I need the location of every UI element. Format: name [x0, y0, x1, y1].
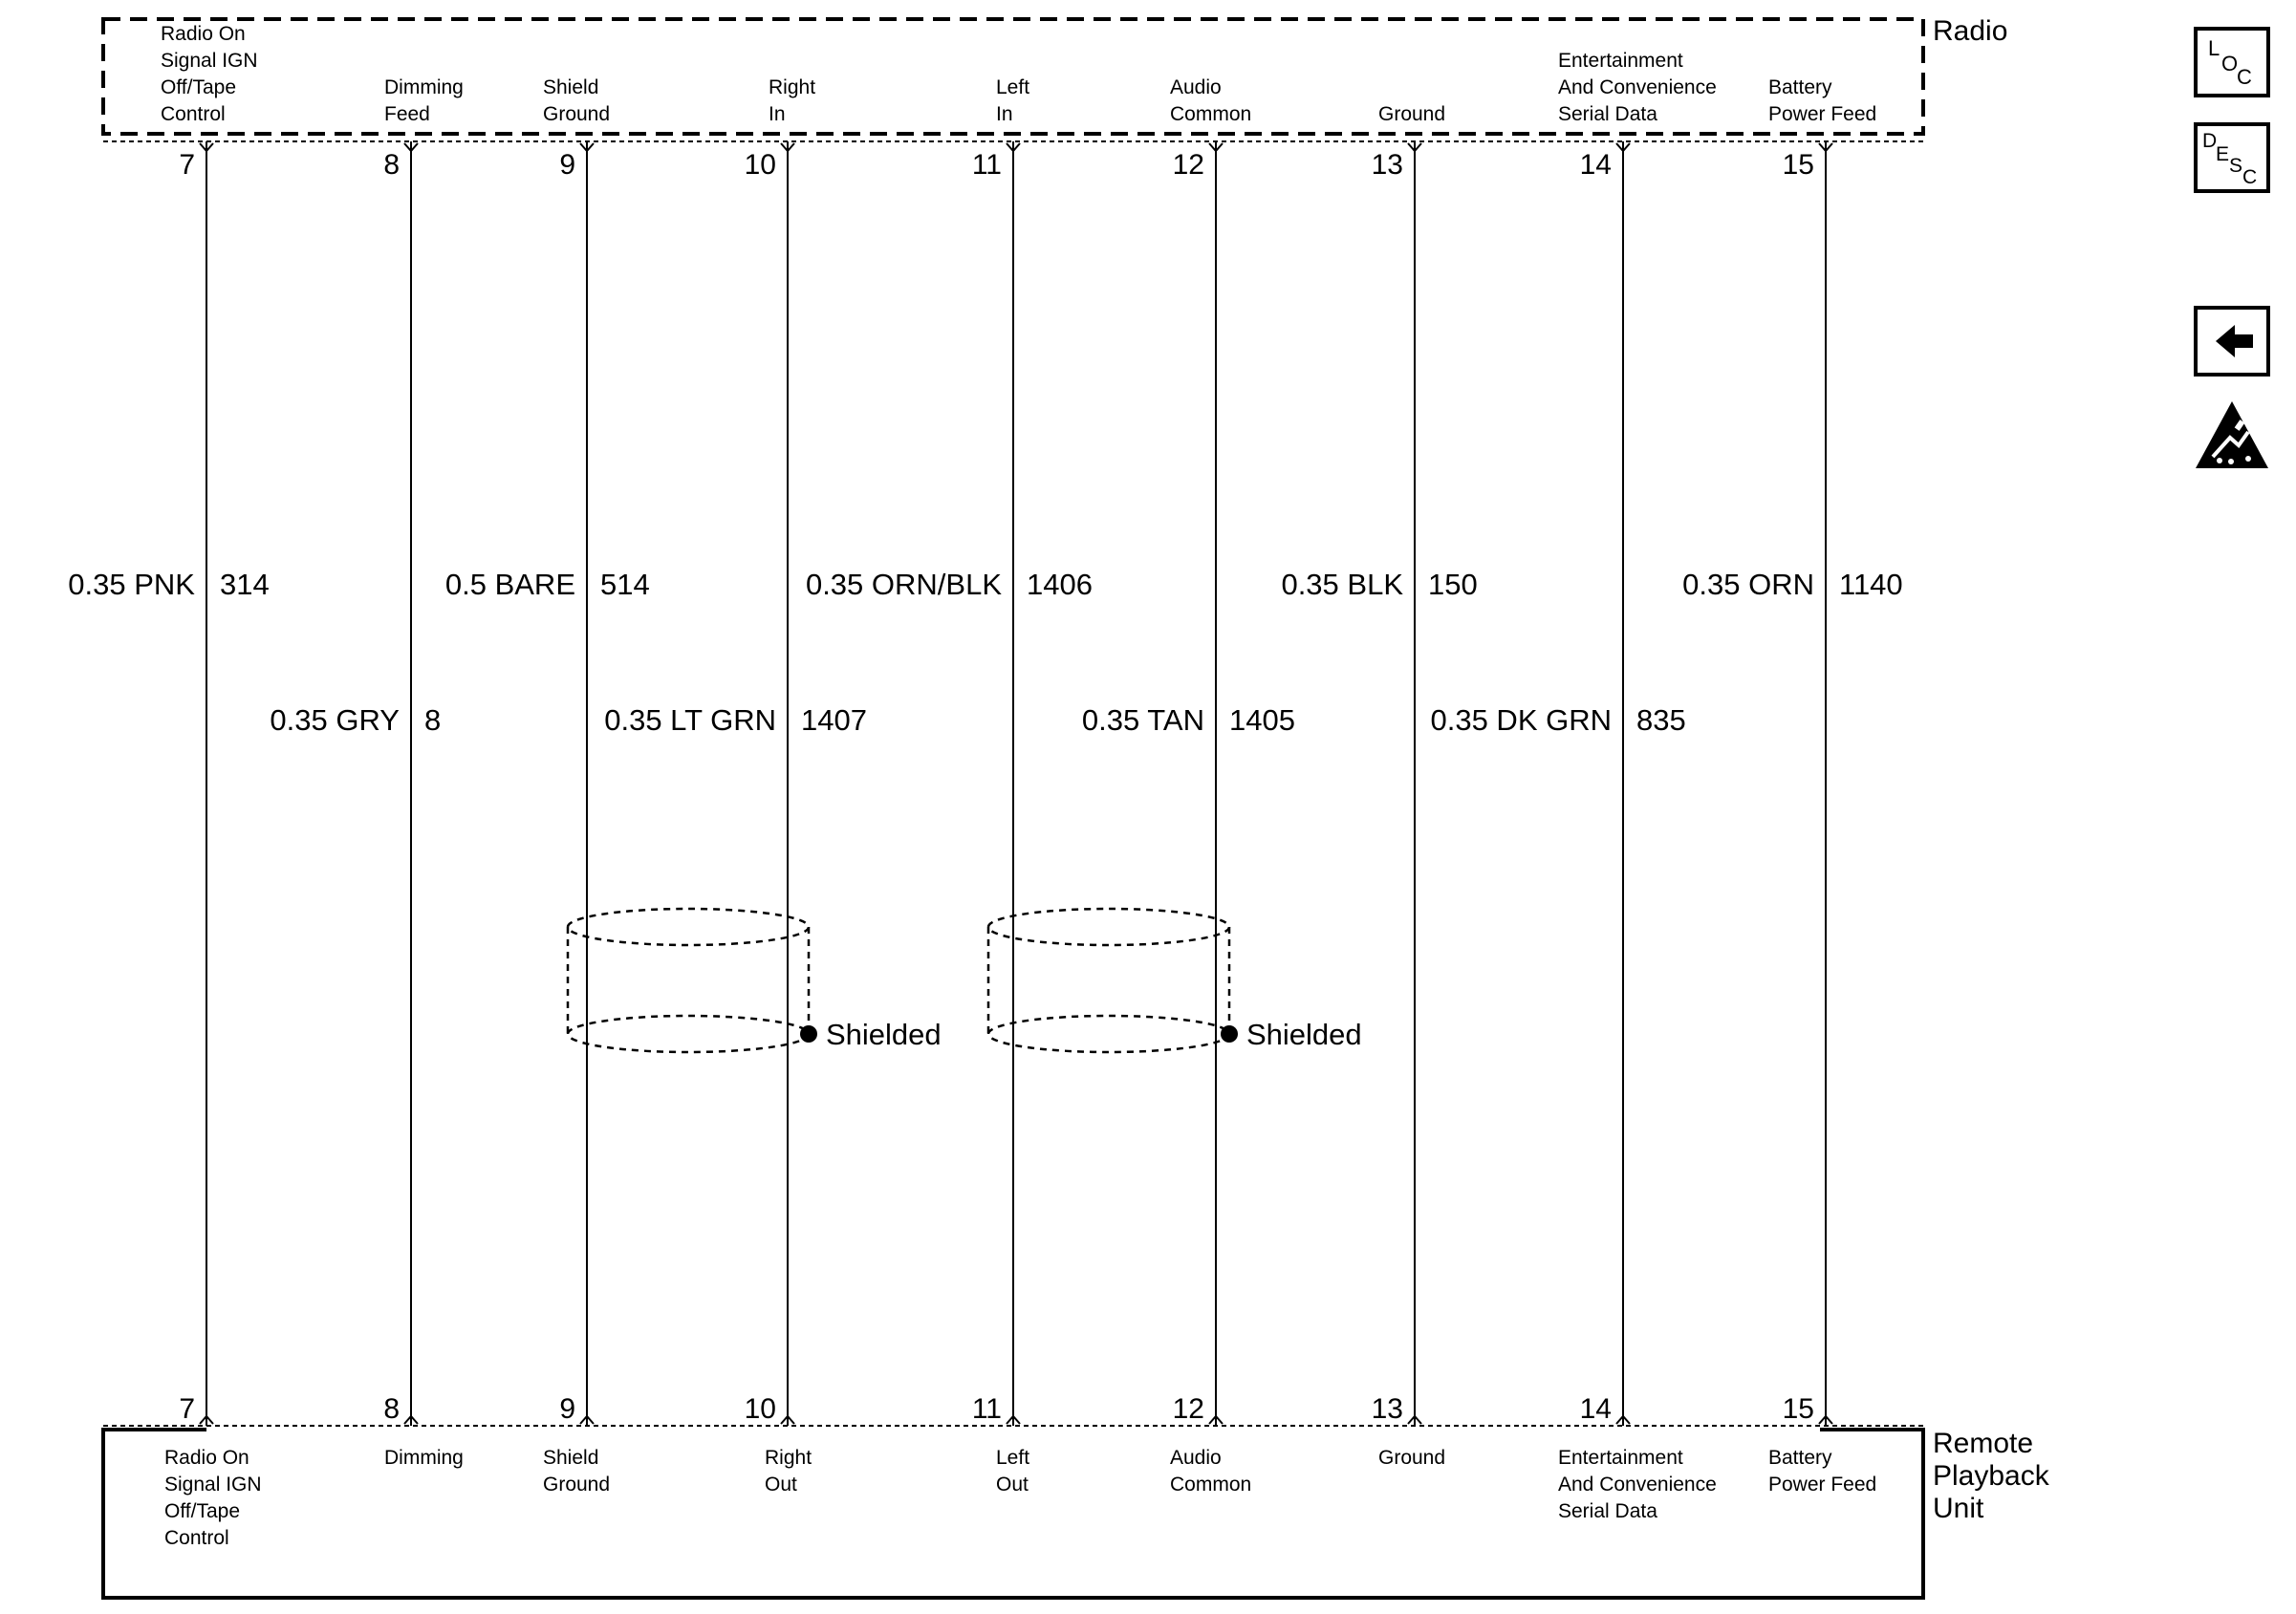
wire-color-10: 0.35 LT GRN: [604, 703, 776, 737]
rpu-pin-labels: [164, 1393, 1876, 1549]
shield-drain-dot: [800, 1025, 817, 1043]
radio-pin-number-15: 15: [1782, 149, 1814, 181]
rpu-name-line: Remote: [1933, 1428, 2034, 1459]
shield-1: [568, 909, 942, 1052]
wire-circuit-13: 150: [1428, 568, 1478, 601]
desc-letter-s: S: [2229, 155, 2243, 177]
wire-color-13: 0.35 BLK: [1281, 568, 1403, 601]
wire-color-7: 0.35 PNK: [68, 568, 195, 601]
rpu-pin-label-14: And Convenience: [1558, 1474, 1717, 1496]
desc-button[interactable]: [2196, 124, 2268, 191]
wire-color-15: 0.35 ORN: [1682, 568, 1814, 601]
rpu-pin-number-13: 13: [1371, 1393, 1403, 1425]
radio-pin-number-10: 10: [744, 149, 776, 181]
desc-letter-e: E: [2216, 143, 2230, 165]
rpu-pin-number-7: 7: [179, 1393, 195, 1425]
wire-labels: [68, 568, 1902, 737]
desc-letter-c: C: [2242, 166, 2258, 188]
radio-pin-label-15: Power Feed: [1768, 103, 1877, 125]
loc-button[interactable]: [2196, 29, 2268, 96]
loc-letter-c: C: [2237, 65, 2252, 89]
back-button[interactable]: [2196, 308, 2268, 375]
radio-pin-labels: [161, 23, 1876, 181]
shields-layer: [568, 909, 1362, 1052]
radio-pin-label-11: Left: [996, 76, 1030, 98]
rpu-pin-label-12: Audio: [1170, 1447, 1222, 1469]
desc-letter-d: D: [2202, 130, 2218, 152]
wire-color-9: 0.5 BARE: [444, 568, 575, 601]
wire-color-12: 0.35 TAN: [1081, 703, 1204, 737]
rpu-pin-label-12: Common: [1170, 1474, 1252, 1496]
radio-pin-label-12: Audio: [1170, 76, 1222, 98]
rpu-pin-label-9: Shield: [543, 1447, 599, 1469]
rpu-pin-number-11: 11: [971, 1393, 1002, 1425]
rpu-name-line: Unit: [1933, 1493, 1984, 1524]
radio-pin-label-9: Shield: [543, 76, 599, 98]
esd-warning-icon: [2196, 401, 2268, 468]
wires-layer: [200, 141, 1832, 1426]
rpu-pin-label-7: Control: [164, 1527, 229, 1549]
rpu-pin-label-7: Signal IGN: [164, 1474, 262, 1496]
wire-color-8: 0.35 GRY: [270, 703, 400, 737]
rpu-pin-number-8: 8: [383, 1393, 400, 1425]
rpu-pin-label-13: Ground: [1378, 1447, 1446, 1469]
radio-pin-label-8: Feed: [384, 103, 430, 125]
rpu-component-name: [1933, 1428, 2050, 1524]
loc-letter-l: L: [2208, 36, 2220, 60]
rpu-name-line: Playback: [1933, 1460, 2049, 1492]
wire-circuit-7: 314: [220, 568, 270, 601]
shield-2: [988, 909, 1362, 1052]
radio-pin-label-12: Common: [1170, 103, 1252, 125]
wire-circuit-9: 514: [600, 568, 650, 601]
radio-component-name: Radio: [1933, 15, 2008, 47]
radio-pin-label-10: Right: [769, 76, 816, 98]
wire-circuit-14: 835: [1636, 703, 1686, 737]
wire-circuit-11: 1406: [1027, 568, 1093, 601]
radio-pin-label-15: Battery: [1768, 76, 1832, 98]
wire-circuit-15: 1140: [1839, 568, 1903, 601]
radio-pin-label-10: In: [769, 103, 786, 125]
rpu-pin-label-14: Entertainment: [1558, 1447, 1683, 1469]
radio-pin-label-11: In: [996, 103, 1013, 125]
radio-pin-label-13: Ground: [1378, 103, 1446, 125]
rpu-pin-label-14: Serial Data: [1558, 1500, 1657, 1522]
rpu-pin-label-15: Power Feed: [1768, 1474, 1877, 1496]
radio-pin-label-8: Dimming: [384, 76, 464, 98]
shield-label: Shielded: [1246, 1018, 1362, 1051]
radio-pin-label-14: Serial Data: [1558, 103, 1657, 125]
rpu-pin-number-10: 10: [744, 1393, 776, 1425]
radio-pin-number-9: 9: [559, 149, 575, 181]
radio-pin-number-14: 14: [1579, 149, 1612, 181]
rpu-pin-label-8: Dimming: [384, 1447, 464, 1469]
shield-label: Shielded: [826, 1018, 942, 1051]
rpu-pin-label-11: Out: [996, 1474, 1029, 1496]
rpu-pin-number-14: 14: [1579, 1393, 1612, 1425]
rpu-pin-label-11: Left: [996, 1447, 1030, 1469]
wire-color-14: 0.35 DK GRN: [1430, 703, 1612, 737]
radio-pin-number-7: 7: [179, 149, 195, 181]
radio-pin-label-14: And Convenience: [1558, 76, 1717, 98]
rpu-pin-number-12: 12: [1172, 1393, 1204, 1425]
loc-letter-o: O: [2221, 52, 2239, 75]
radio-pin-label-14: Entertainment: [1558, 50, 1683, 72]
rpu-pin-number-9: 9: [559, 1393, 575, 1425]
rpu-pin-label-9: Ground: [543, 1474, 611, 1496]
rpu-pin-label-10: Right: [765, 1447, 812, 1469]
radio-pin-label-7: Radio On: [161, 23, 246, 45]
radio-pin-label-7: Control: [161, 103, 226, 125]
radio-pin-label-9: Ground: [543, 103, 611, 125]
radio-pin-number-11: 11: [971, 149, 1002, 181]
wire-circuit-8: 8: [424, 703, 442, 737]
rpu-pin-label-7: Radio On: [164, 1447, 249, 1469]
rpu-pin-label-10: Out: [765, 1474, 797, 1496]
rpu-pin-label-15: Battery: [1768, 1447, 1832, 1469]
rpu-pin-label-7: Off/Tape: [164, 1500, 240, 1522]
wire-circuit-12: 1405: [1229, 703, 1295, 737]
radio-pin-number-13: 13: [1371, 149, 1403, 181]
wire-color-11: 0.35 ORN/BLK: [805, 568, 1002, 601]
radio-pin-label-7: Signal IGN: [161, 50, 258, 72]
radio-pin-number-8: 8: [383, 149, 400, 181]
wire-circuit-10: 1407: [801, 703, 867, 737]
rpu-pin-number-15: 15: [1782, 1393, 1814, 1425]
radio-pin-label-7: Off/Tape: [161, 76, 236, 98]
radio-pin-number-12: 12: [1172, 149, 1204, 181]
shield-drain-dot: [1221, 1025, 1238, 1043]
